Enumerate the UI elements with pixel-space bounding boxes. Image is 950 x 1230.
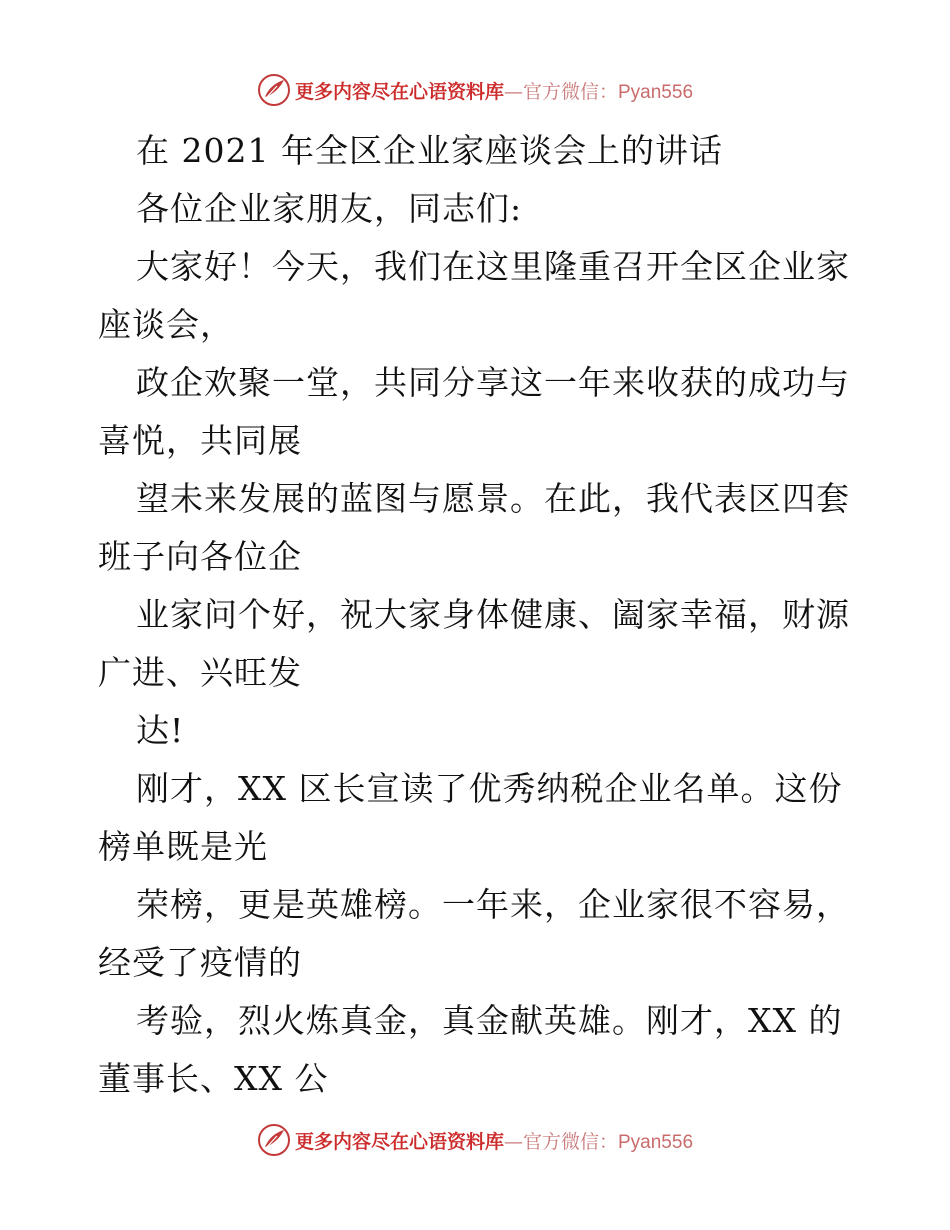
document-line: 荣榜，更是英雄榜。一年来，企业家很不容易， [136, 885, 850, 924]
watermark-wechat-label: 官方微信： [522, 80, 618, 103]
footer-watermark [0, 1120, 950, 1160]
document-line: 榜单既是光 [98, 827, 268, 866]
document-line: 望未来发展的蓝图与愿景。在此，我代表区四套 [136, 479, 850, 518]
document-line: 班子向各位企 [98, 537, 302, 576]
document-line: 座谈会， [98, 305, 234, 344]
watermark-text [295, 77, 693, 104]
quill-logo-icon [257, 1123, 291, 1157]
watermark-text [295, 1127, 693, 1154]
watermark-brand: 更多内容尽在心语资料库 [294, 1130, 504, 1153]
document-line: 政企欢聚一堂，共同分享这一年来收获的成功与 [136, 363, 850, 402]
quill-logo-icon [257, 73, 291, 107]
header-watermark [0, 70, 950, 110]
document-line: 业家问个好，祝大家身体健康、阖家幸福，财源 [136, 595, 850, 634]
document-line: 在 2021 年全区企业家座谈会上的讲话 [136, 131, 723, 170]
document-line: 刚才，XX 区长宣读了优秀纳税企业名单。这份 [136, 769, 843, 808]
watermark-wechat-id: Pyan556 [618, 1131, 694, 1153]
watermark-brand: 更多内容尽在心语资料库 [294, 80, 504, 103]
watermark-dash: — [503, 80, 523, 103]
document-line: 达! [136, 711, 185, 750]
document-body [98, 122, 858, 1108]
document-line: 经受了疫情的 [98, 943, 302, 982]
document-line: 董事长、XX 公 [98, 1059, 329, 1098]
document-line: 喜悦，共同展 [98, 421, 302, 460]
watermark-wechat-label: 官方微信： [522, 1130, 618, 1153]
document-line: 考验，烈火炼真金，真金献英雄。刚才，XX 的 [136, 1001, 843, 1040]
document-line: 广进、兴旺发 [98, 653, 302, 692]
watermark-dash: — [503, 1130, 523, 1153]
document-line: 大家好！今天，我们在这里隆重召开全区企业家 [136, 247, 850, 286]
document-line: 各位企业家朋友，同志们: [136, 189, 523, 228]
watermark-wechat-id: Pyan556 [618, 81, 694, 103]
